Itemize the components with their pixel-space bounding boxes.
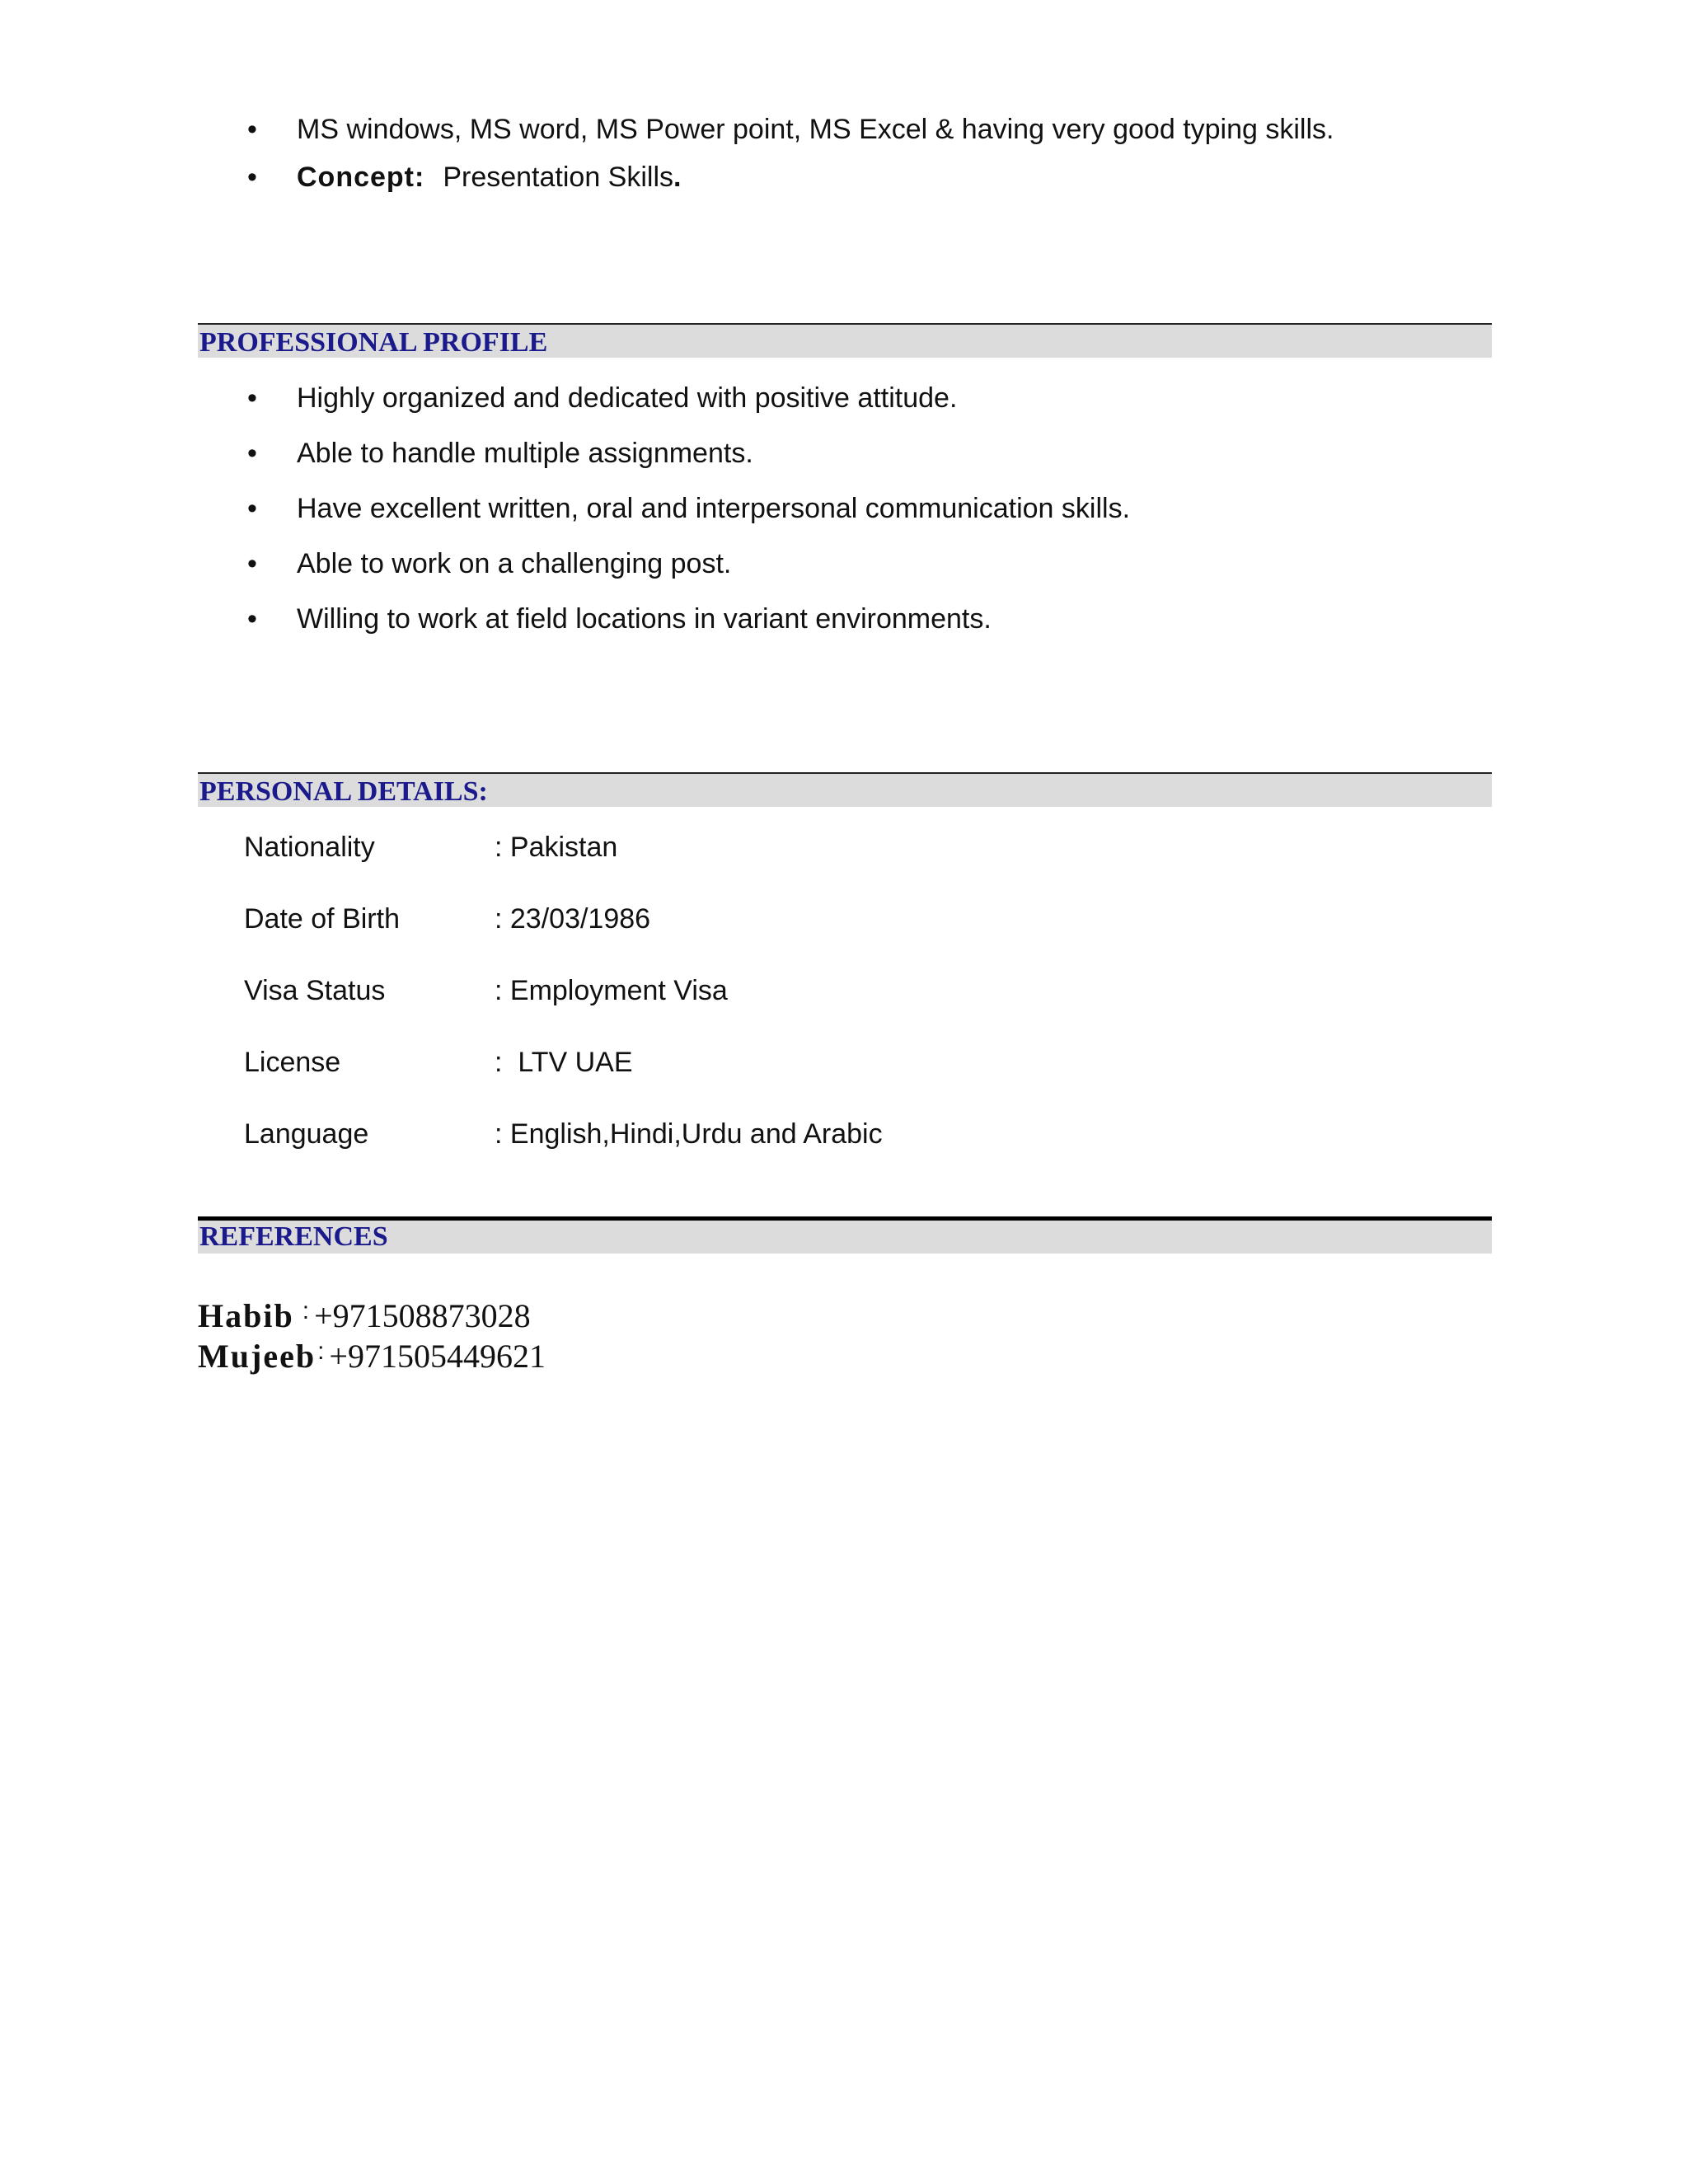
concept-label: Concept:	[297, 162, 425, 193]
references-title: REFERENCES	[199, 1221, 388, 1252]
reference-entry	[198, 1333, 546, 1376]
section-header-band	[198, 1221, 1492, 1254]
bullet-icon: •	[247, 114, 257, 145]
detail-value-dob: : 23/03/1986	[495, 903, 651, 935]
detail-label-language: Language	[244, 1118, 369, 1150]
reference-phone: +971508873028	[314, 1297, 531, 1334]
concept-period: .	[673, 162, 682, 193]
profile-item-text: Able to work on a challenging post.	[297, 548, 732, 579]
bullet-icon: •	[247, 548, 257, 579]
reference-colon: :	[317, 1338, 325, 1365]
detail-label-license: License	[244, 1047, 341, 1078]
reference-name: Habib	[198, 1297, 294, 1334]
reference-entry	[198, 1292, 531, 1335]
profile-item-text: Willing to work at field locations in variant environments.	[297, 603, 992, 635]
detail-label-dob: Date of Birth	[244, 903, 400, 935]
bullet-icon: •	[247, 493, 257, 524]
detail-value-language: : English,Hindi,Urdu and Arabic	[495, 1118, 883, 1150]
bullet-icon: •	[247, 382, 257, 414]
profile-item-text: Able to handle multiple assignments.	[297, 438, 753, 469]
bullet-icon: •	[247, 162, 257, 193]
reference-name: Mujeeb	[198, 1338, 316, 1375]
concept-value: Presentation Skills	[443, 162, 674, 193]
detail-value-license: : LTV UAE	[495, 1047, 633, 1078]
profile-item-text: Have excellent written, oral and interpersonal communication skills.	[297, 493, 1131, 524]
professional-profile-title: PROFESSIONAL PROFILE	[199, 327, 548, 358]
detail-value-nationality: : Pakistan	[495, 832, 618, 863]
profile-item-text: Highly organized and dedicated with positive attitude.	[297, 382, 958, 414]
personal-details-title: PERSONAL DETAILS:	[199, 776, 488, 807]
detail-label-nationality: Nationality	[244, 832, 375, 863]
detail-value-visa: : Employment Visa	[495, 975, 728, 1006]
reference-phone: +971505449621	[329, 1338, 546, 1375]
bullet-icon: •	[247, 603, 257, 635]
concept-line	[297, 161, 681, 194]
bullet-icon: •	[247, 438, 257, 469]
detail-label-visa: Visa Status	[244, 975, 386, 1006]
reference-colon: :	[302, 1297, 310, 1324]
skills-item-text: MS windows, MS word, MS Power point, MS Excel & having very good typing skills.	[297, 114, 1334, 145]
